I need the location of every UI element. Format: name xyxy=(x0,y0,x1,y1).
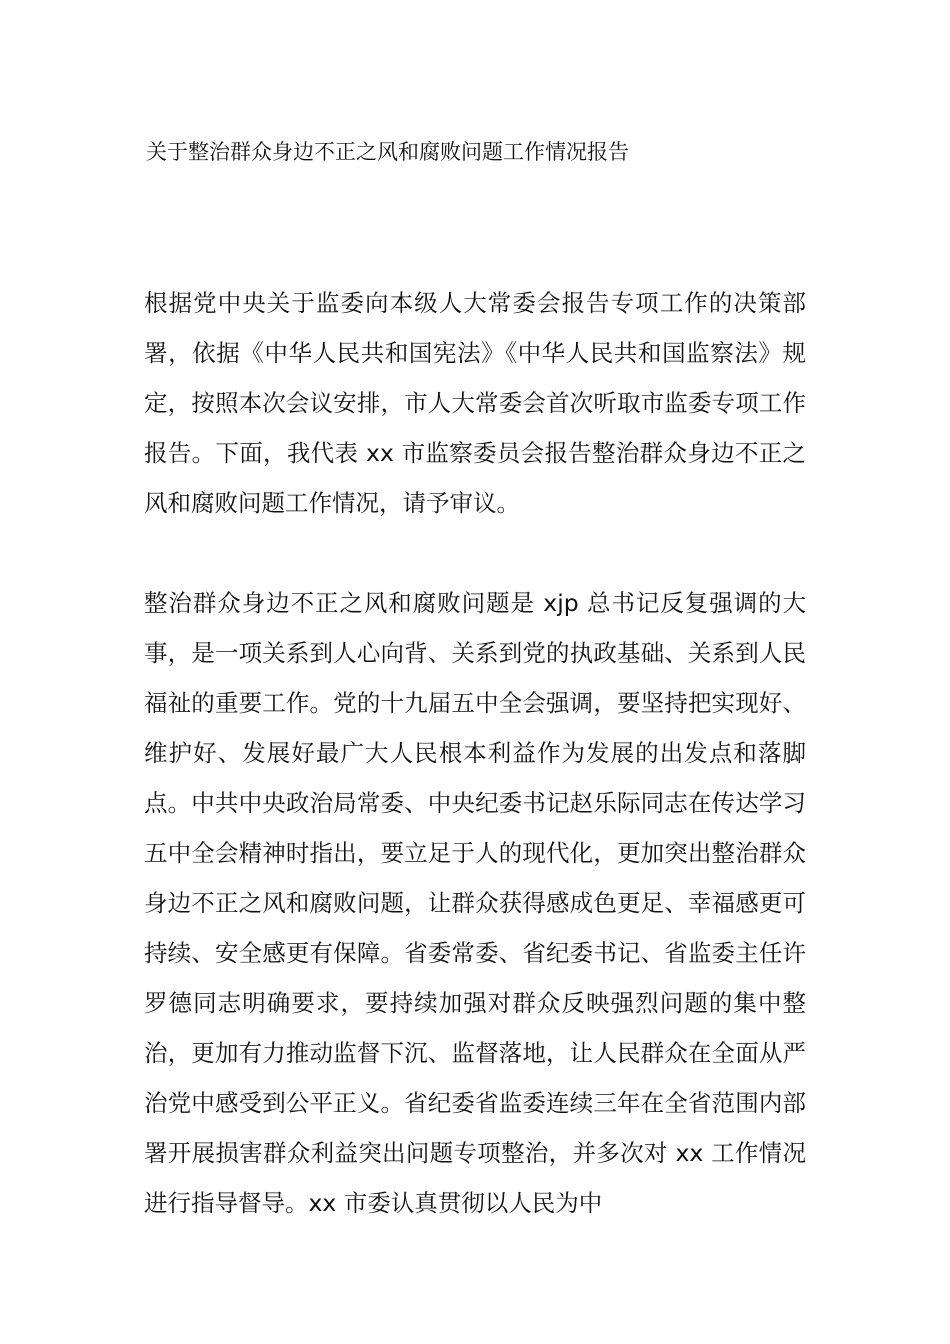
paragraph-background: 整治群众身边不正之风和腐败问题是 xjp 总书记反复强调的大事，是一项关系到人心向背、关系到党的执政基础、关系到人民福祉的重要工作。党的十九届五中全会强调，要坚持把实现好、维护好、发展好最广大人民根本利益作为发展的出发点和落脚点。中共中央政治局常委、中央纪委书记赵乐际同志在传达学习五中全会精神时指出，要立足于人的现代化，更加突出整治群众身边不正之风和腐败问题，让群众获得感成色更足、幸福感更可持续、安全感更有保障。省委常委、省纪委书记、省监委主任许罗德同志明确要求，要持续加强对群众反映强烈问题的集中整治，更加有力推动监督下沉、监督落地，让人民群众在全面从严治党中感受到公平正义。省纪委省监委连续三年在全省范围内部署开展损害群众利益突出问题专项整治，并多次对 xx 工作情况进行指导督导。xx 市委认真贯彻以人民为中 xyxy=(144,589,806,1217)
document-title: 关于整治群众身边不正之风和腐败问题工作情况报告 xyxy=(146,140,629,164)
paragraph-intro: 根据党中央关于监委向本级人大常委会报告专项工作的决策部署，依据《中华人民共和国宪法》《中华人民共和国监察法》规定，按照本次会议安排，市人大常委会首次听取市监委专项工作报告。下面，我代表 xx 市监察委员会报告整治群众身边不正之风和腐败问题工作情况，请予审议。 xyxy=(144,289,806,517)
